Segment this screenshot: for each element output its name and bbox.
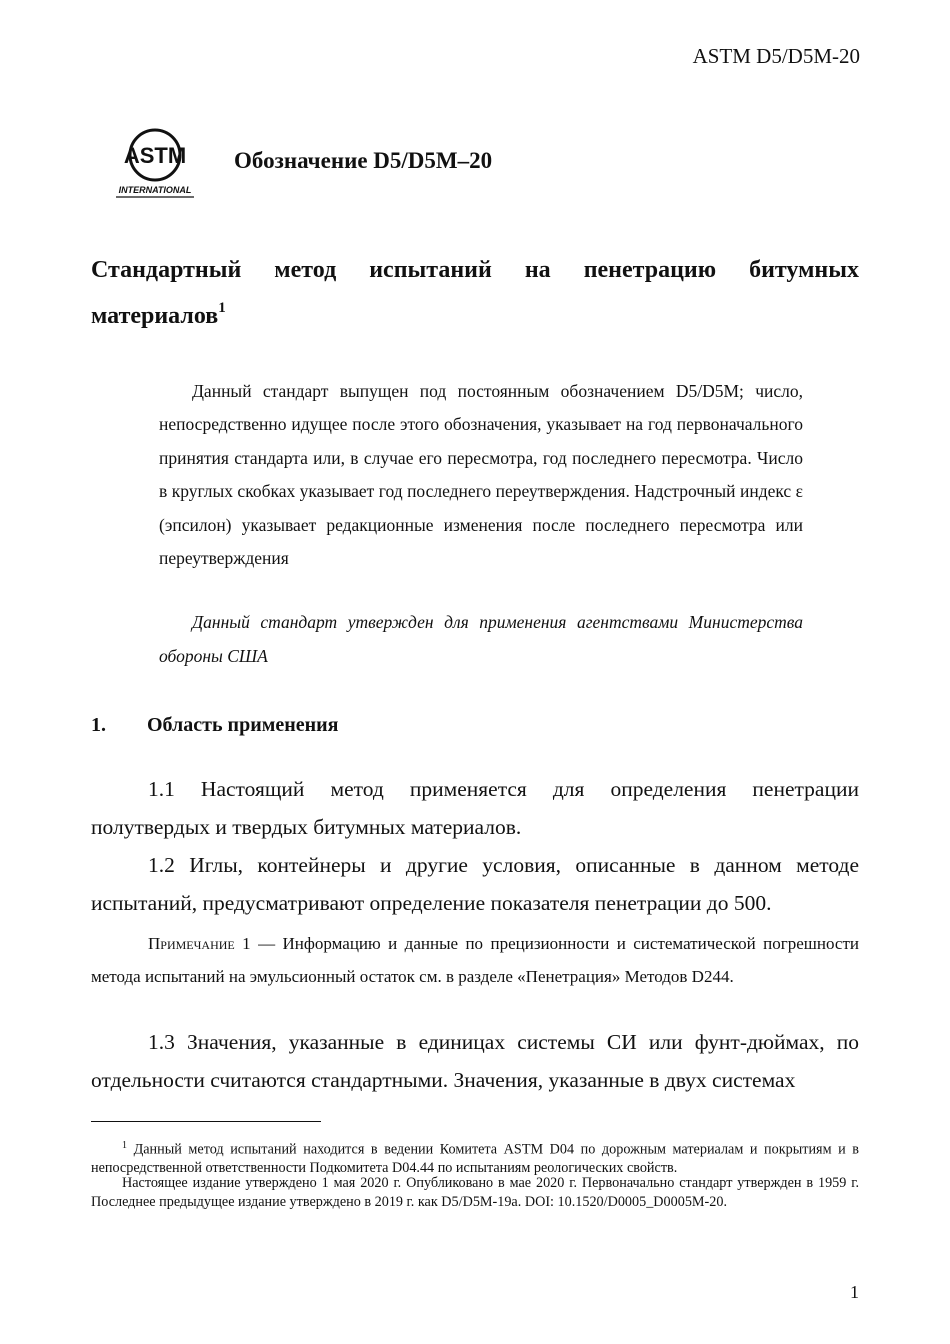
document-title-text: Стандартный метод испытаний на пенетрацию битумных материалов	[91, 257, 859, 329]
note-1	[91, 928, 859, 993]
footnote-1-mark: 1	[122, 1140, 127, 1151]
paragraph-1-2: 1.2 Иглы, контейнеры и другие условия, описанные в данном методе испытаний, предусматривают определение показателя пенетрации до 500.	[91, 853, 859, 915]
title-footnote-ref: 1	[218, 300, 226, 316]
footnote-1	[91, 1137, 859, 1178]
section-title: Область применения	[147, 714, 339, 736]
paragraph-1-3: 1.3 Значения, указанные в единицах системы СИ или фунт-дюймах, по отдельности считаются стандартными. Значения, указанные в двух системах	[91, 1030, 859, 1092]
designation-notice: Данный стандарт выпущен под постоянным обозначением D5/D5M; число, непосредственно идущее после этого обозначения, указывает на год первоначального принятия стандарта или, в случае его пересмотра, год последнего пересмотра. Число в круглых скобках указывает год последнего переутверждения. Надстрочный индекс ε (эпсилон) указывает редакционные изменения после последнего пересмотра или переутверждения	[159, 381, 803, 569]
note-label: Примечание 1	[148, 934, 251, 953]
note-text: — Информацию и данные по прецизионности и систематической погрешности метода испытаний на эмульсионный остаток см. в разделе «Пенетрация» Методов D244.	[91, 934, 859, 986]
astm-logo-international: INTERNATIONAL	[118, 185, 192, 195]
header-standard-code: ASTM D5/D5M-20	[692, 44, 860, 68]
document-title	[91, 250, 859, 336]
section-1-heading	[91, 714, 339, 737]
section-number: 1.	[91, 714, 106, 736]
footnote-1-text: Данный метод испытаний находится в ведении Комитета ASTM D04 по дорожным материалам и покрытиям и в непосредственной ответственности Подкомитета D04.44 по испытаниям реологических свойств.	[91, 1141, 859, 1177]
astm-logo	[112, 126, 198, 200]
paragraph-1-1: 1.1 Настоящий метод применяется для определения пенетрации полутвердых и твердых битумных материалов.	[91, 777, 859, 839]
designation-heading: Обозначение D5/D5M–20	[234, 148, 493, 173]
astm-logo-mark: ASTM	[123, 143, 187, 168]
footnote-edition: Настоящее издание утверждено 1 мая 2020 г. Опубликовано в мае 2020 г. Первоначально стандарт утвержден в 1959 г. Последнее предыдущее издание утверждено в 2019 г. как D5/D5M-19a. DOI: 10.1520/D0005_D0005M-20.	[91, 1175, 859, 1210]
footnote-separator	[91, 1121, 321, 1122]
page-number: 1	[850, 1282, 859, 1302]
dod-approval-note: Данный стандарт утвержден для применения агентствами Министерства обороны США	[159, 612, 803, 666]
